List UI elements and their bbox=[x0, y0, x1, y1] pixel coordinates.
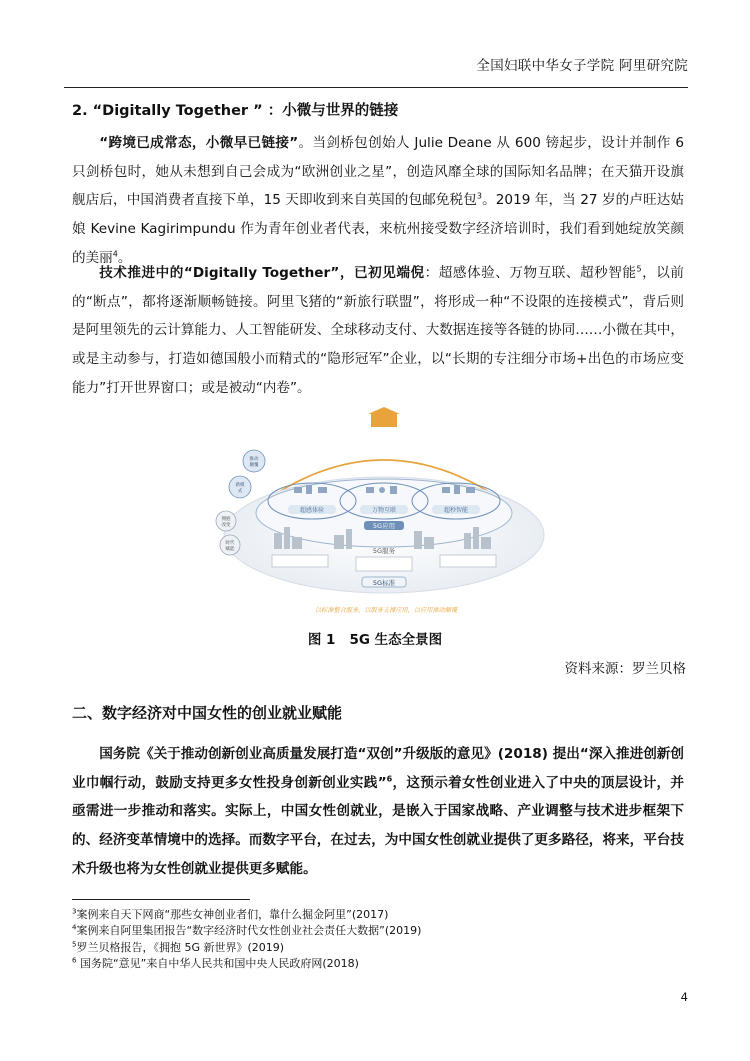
paragraph-technology bbox=[72, 259, 684, 403]
bubble-label-empower: 时代 bbox=[225, 541, 235, 546]
footnote-text: 案例来自阿里集团报告“数字经济时代女性创业社会责任大数据”(2019) bbox=[76, 924, 422, 938]
institution-icon bbox=[368, 407, 400, 427]
footnote-item bbox=[72, 940, 421, 956]
ring-label-experience: 超感体验 bbox=[299, 507, 325, 514]
footnote-mark: 6 bbox=[72, 956, 77, 965]
ring-label-iot: 万物互联 bbox=[371, 507, 397, 514]
footnote-mark: 3 bbox=[72, 907, 77, 916]
para-text: 国务院《关于推动创新创业高质量发展打造“双创”升级版的意见》(2018) 提出“深入推进创新创业巾帼行动，鼓励支持更多女性投身创新创业实践” bbox=[72, 746, 684, 791]
bubble-label-embrace: 拥抱 bbox=[221, 517, 231, 522]
footnote-rule bbox=[72, 899, 250, 900]
figure-title: 5G 生态全景图 bbox=[349, 632, 443, 648]
footnote-ref[interactable]: 3 bbox=[476, 191, 482, 201]
svg-text:颠覆: 颠覆 bbox=[249, 463, 259, 468]
footnote-mark: 5 bbox=[72, 940, 77, 949]
para-text: ，以前的“断点”，都将逐渐顺畅链接。阿里飞猪的“新旅行联盟”，将形成一种“不设限的连接模式”，背后则是阿里领先的云计算能力、人工智能研发、全球移动支付、大数据连接等各链的协同……小微在其中，或是主动参与，打造如德国般小而精式的“隐形冠军”企业，以“长期的专注细分市场+出色的市场应变能力”打开世界窗口；或是被动“内卷”。 bbox=[72, 265, 684, 396]
footnote-text: 罗兰贝格报告，《拥抱 5G 新世界》(2019) bbox=[76, 940, 285, 954]
running-header: 全国妇联中华女子学院 阿里研究院 bbox=[476, 58, 688, 74]
paragraph-cross-border bbox=[72, 129, 684, 273]
section-heading: 二、数字经济对中国女性的创业就业赋能 bbox=[72, 704, 343, 722]
para-text: 。2019 年，当 27 岁的卢旺达姑娘 Kevine Kagirimpundu 作为青年创业者代表，来杭州接受数字经济培训时，我们看到她绽放笑颜的美丽 bbox=[72, 192, 684, 266]
figure-source: 资料来源：罗兰贝格 bbox=[564, 661, 686, 677]
footnote-text: 国务院“意见”来自中华人民共和国中央人民政府网(2018) bbox=[76, 957, 359, 971]
footnote-item bbox=[72, 907, 421, 923]
para-text: 。 bbox=[117, 249, 132, 266]
footnotes bbox=[72, 907, 421, 973]
footnote-item bbox=[72, 956, 421, 972]
footnote-item bbox=[72, 923, 421, 939]
paragraph-state-council bbox=[72, 740, 684, 884]
footnote-mark: 4 bbox=[72, 923, 77, 932]
figure-inner-caption: 以标准整合服务，以服务支撑应用，以应用推动颠覆 bbox=[314, 607, 458, 614]
footnote-ref[interactable]: 4 bbox=[112, 249, 118, 259]
figure-label: 图 1 bbox=[307, 632, 336, 648]
para-text: ，这预示着女性创业进入了中央的顶层设计，并亟需进一步推动和落实。实际上，中国女性创就业，是嵌入于国家战略、产业调整与技术进步框架下的、经济变革情境中的选择。而数字平台，在过去，为中国女性创就业提供了更多路径，将来，平台技术升级也将为女性创就业提供更多赋能。 bbox=[72, 774, 684, 877]
footnote-text: 案例来自天下网商“那些女神创业者们，靠什么掘金阿里”(2017) bbox=[76, 908, 389, 921]
footnote-ref[interactable]: 5 bbox=[636, 264, 642, 274]
para-lead-bold: 技术推进中的“Digitally Together”，已初见端倪 bbox=[99, 265, 425, 281]
section-title: 2. “Digitally Together ” ：小微与世界的链接 bbox=[72, 103, 399, 119]
app-layer-label: 5G应用 bbox=[372, 522, 396, 530]
page-number: 4 bbox=[680, 990, 688, 1004]
5g-ecosystem-figure bbox=[214, 405, 554, 623]
bubble-label-disrupt: 推动 bbox=[249, 457, 259, 462]
svg-text:式: 式 bbox=[237, 489, 243, 494]
standard-layer-label: 5G标准 bbox=[372, 579, 396, 587]
header-rule bbox=[64, 87, 688, 88]
bubble-label-new-model: 新模 bbox=[235, 483, 245, 488]
svg-text:赋能: 赋能 bbox=[225, 547, 235, 552]
para-text: 。当剑桥包创始人 Julie Deane 从 600 镑起步，设计并制作 6 只剑桥包时，她从未想到自己会成为“欧洲创业之星”，创造风靡全球的国际知名品牌；在天猫开设旗舰店后，中国消费者直接下单，15 天即收到来自英国的包邮免税包 bbox=[72, 135, 684, 209]
para-lead-bold: “跨境已成常态，小微早已链接” bbox=[99, 135, 299, 151]
footnote-ref[interactable]: 6 bbox=[386, 774, 393, 784]
figure-caption bbox=[0, 628, 750, 648]
para-text: ：超感体验、万物互联、超秒智能 bbox=[424, 265, 637, 281]
ring-label-intelligence: 超秒智能 bbox=[443, 507, 469, 514]
service-layer-label: 5G服务 bbox=[372, 547, 396, 555]
svg-text:改变: 改变 bbox=[221, 523, 231, 528]
